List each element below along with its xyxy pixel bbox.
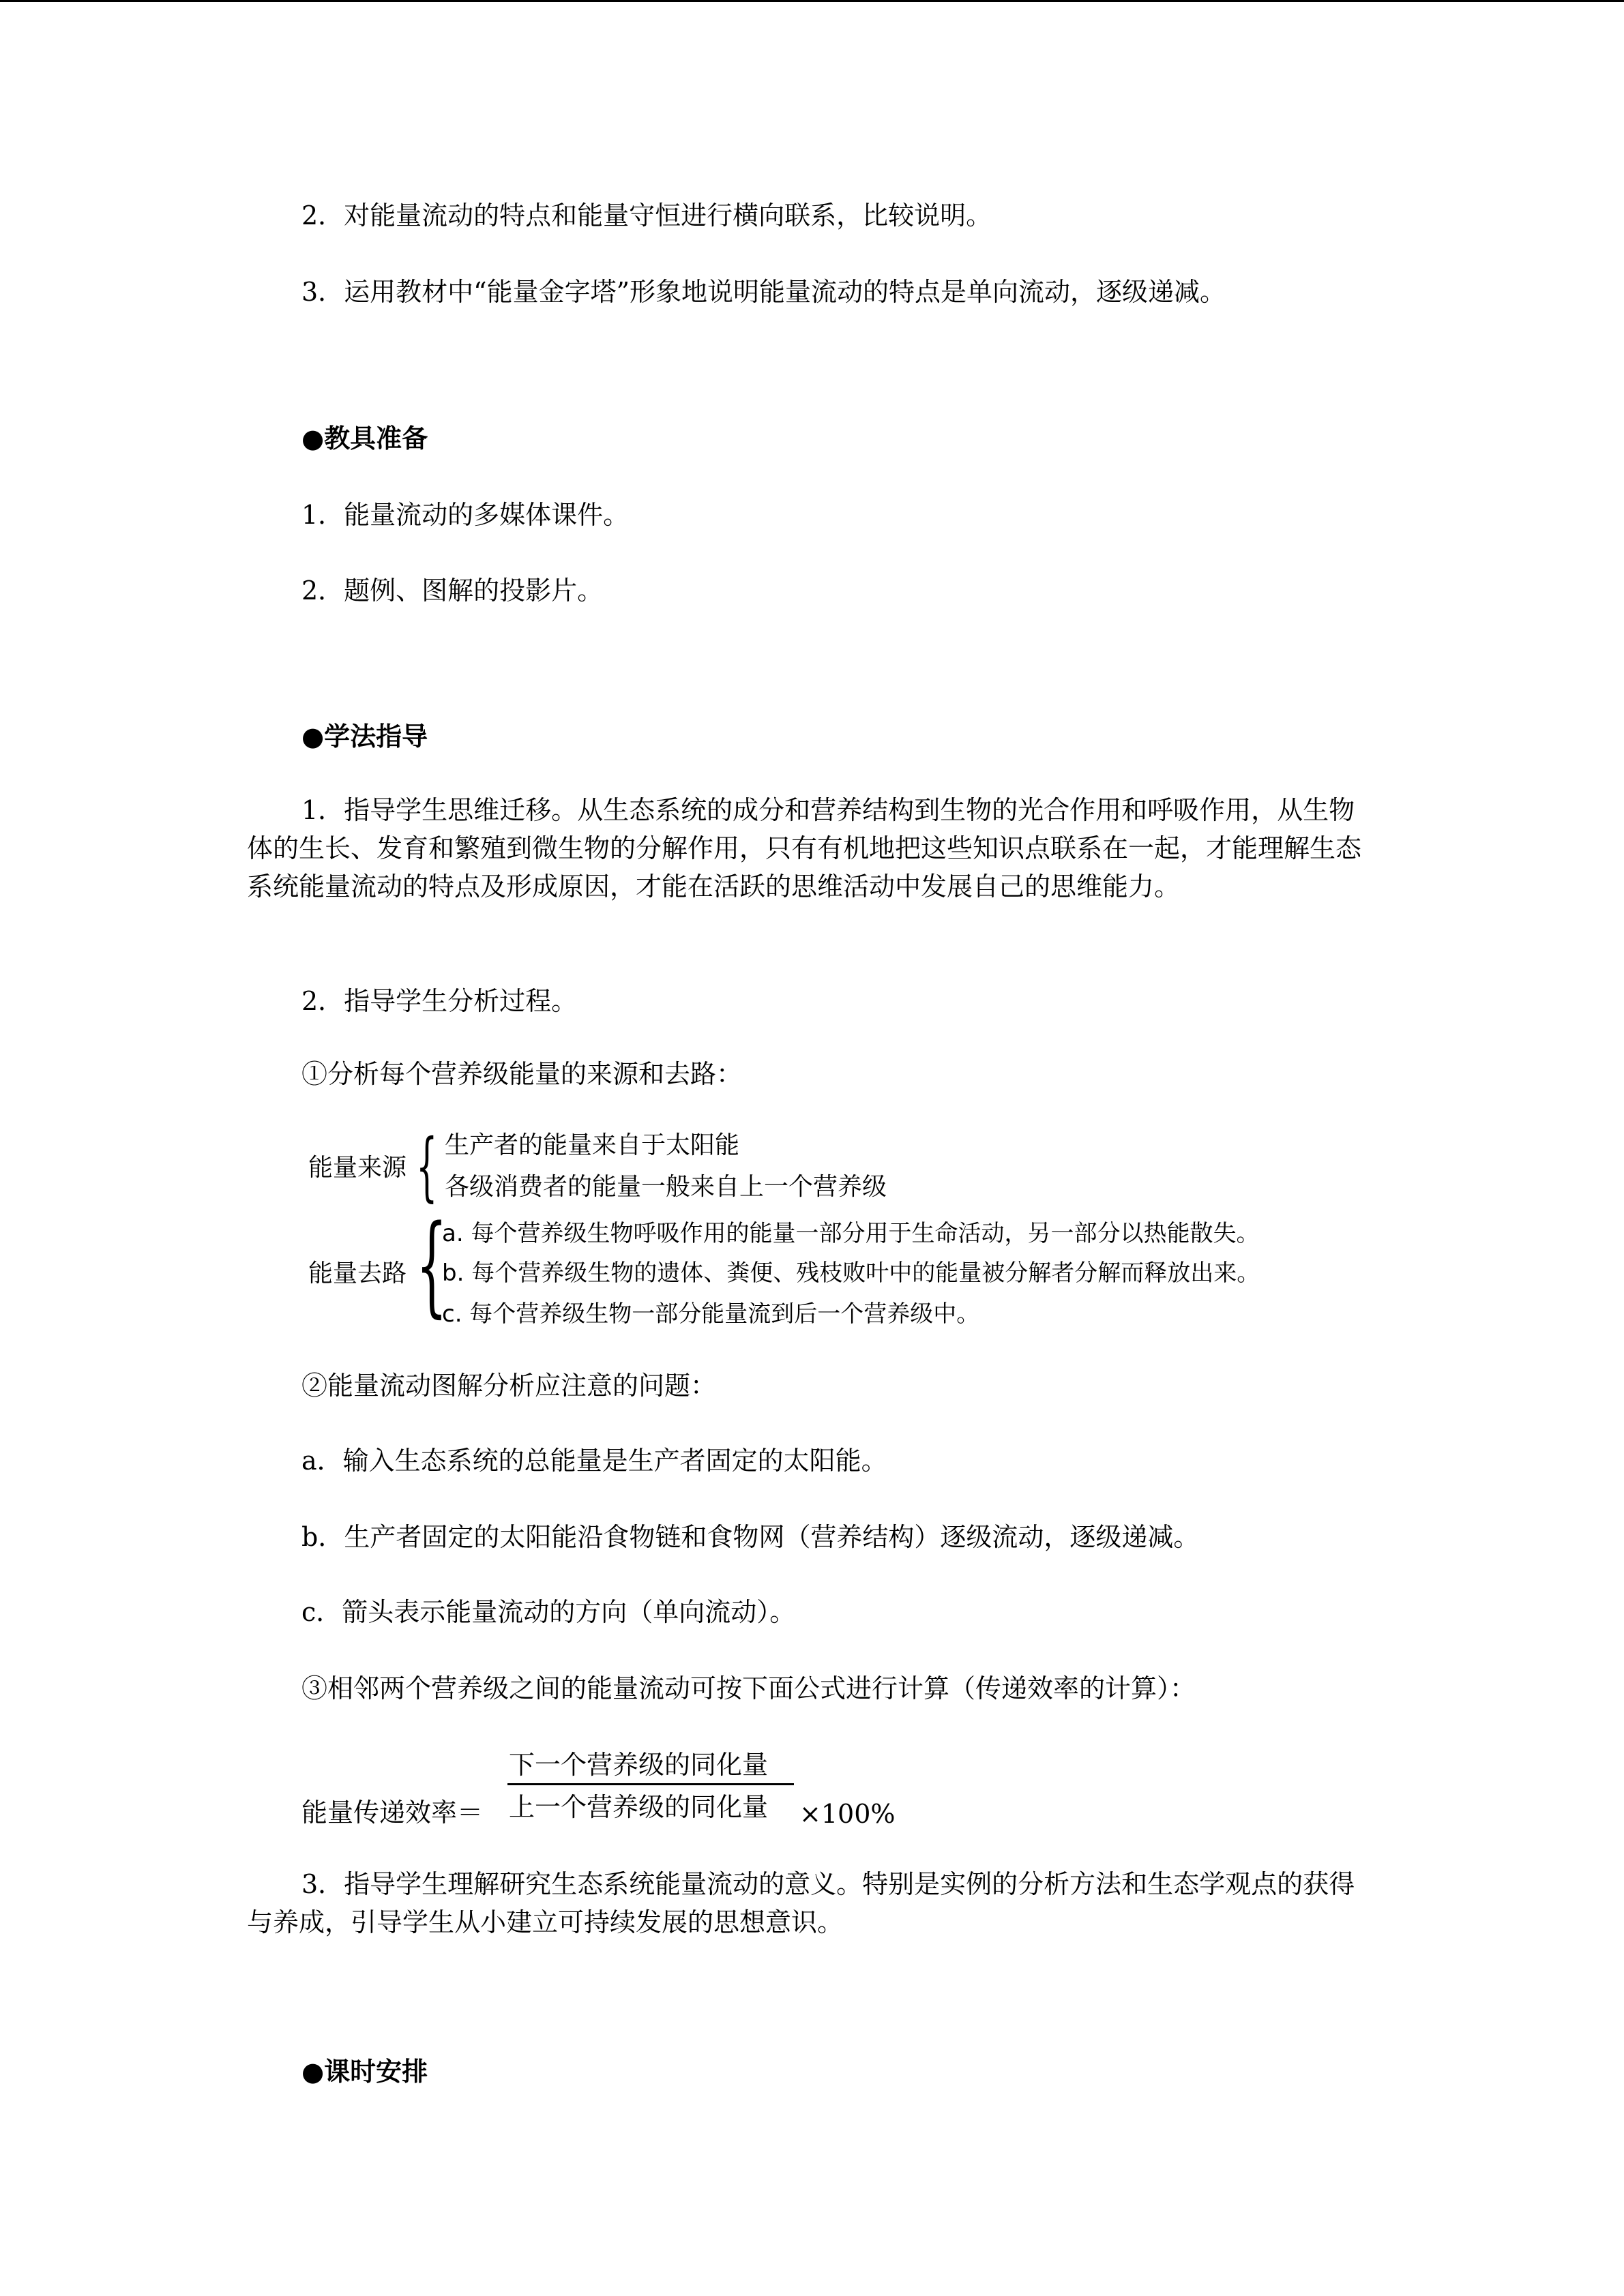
source-brace: { <box>416 1122 438 1210</box>
page-top-border <box>0 0 1624 2</box>
teaching-point-3: 3．运用教材中“能量金字塔”形象地说明能量流动的特点是单向流动，逐级递减。 <box>301 277 1226 307</box>
fraction-bar <box>507 1783 794 1785</box>
method-paragraph-2: 2．指导学生分析过程。 <box>301 986 578 1016</box>
method-paragraph-1: 1．指导学生思维迁移。从生态系统的成分和营养结构到生物的光合作用和呼吸作用，从生物体的生长、发育和繁殖到微生物的分解作用，只有有机地把这些知识点联系在一起，才能理解生态系统能量流动的特点及形成原因，才能在活跃的思维活动中发展自己的思维能力。 <box>247 795 1362 901</box>
note-c: c．箭头表示能量流动的方向（单向流动）。 <box>301 1597 796 1627</box>
sink-item-b: b. 每个营养级生物的遗体、粪便、残枝败叶中的能量被分解者分解而释放出来。 <box>442 1259 1260 1287</box>
prep-item-1: 1．能量流动的多媒体课件。 <box>301 500 630 530</box>
sink-item-a: a. 每个营养级生物呼吸作用的能量一部分用于生命活动，另一部分以热能散失。 <box>442 1220 1260 1247</box>
note-b: b．生产者固定的太阳能沿食物链和食物网（营养结构）逐级流动，逐级递减。 <box>301 1522 1200 1552</box>
method-paragraph-3: 3．指导学生理解研究生态系统能量流动的意义。特别是实例的分析方法和生态学观点的获得与养成，引导学生从小建立可持续发展的思想意识。 <box>247 1869 1355 1937</box>
formula-label: 能量传递效率＝ <box>301 1798 484 1828</box>
method-step-2: ②能量流动图解分析应注意的问题： <box>301 1371 717 1401</box>
teaching-point-2: 2．对能量流动的特点和能量守恒进行横向联系，比较说明。 <box>301 200 992 230</box>
sink-brace: { <box>416 1201 447 1328</box>
source-item-producer: 生产者的能量来自于太阳能 <box>445 1131 740 1159</box>
formula-multiplier: ×100% <box>799 1799 896 1829</box>
schedule-heading: ●课时安排 <box>301 2057 428 2087</box>
energy-sink-label: 能量去路 <box>308 1259 407 1287</box>
source-item-consumer: 各级消费者的能量一般来自上一个营养级 <box>445 1173 887 1201</box>
note-a: a．输入生态系统的总能量是生产者固定的太阳能。 <box>301 1446 887 1476</box>
method-heading: ●学法指导 <box>301 721 428 751</box>
prep-item-2: 2．题例、图解的投影片。 <box>301 576 604 606</box>
formula-numerator: 下一个营养级的同化量 <box>509 1750 769 1780</box>
formula-denominator: 上一个营养级的同化量 <box>509 1792 769 1822</box>
method-step-1: ①分析每个营养级能量的来源和去路： <box>301 1059 743 1089</box>
method-step-3: ③相邻两个营养级之间的能量流动可按下面公式进行计算（传递效率的计算）： <box>301 1673 1196 1703</box>
sink-item-c: c. 每个营养级生物一部分能量流到后一个营养级中。 <box>442 1300 980 1328</box>
prep-heading: ●教具准备 <box>301 423 428 453</box>
energy-source-label: 能量来源 <box>308 1154 407 1182</box>
